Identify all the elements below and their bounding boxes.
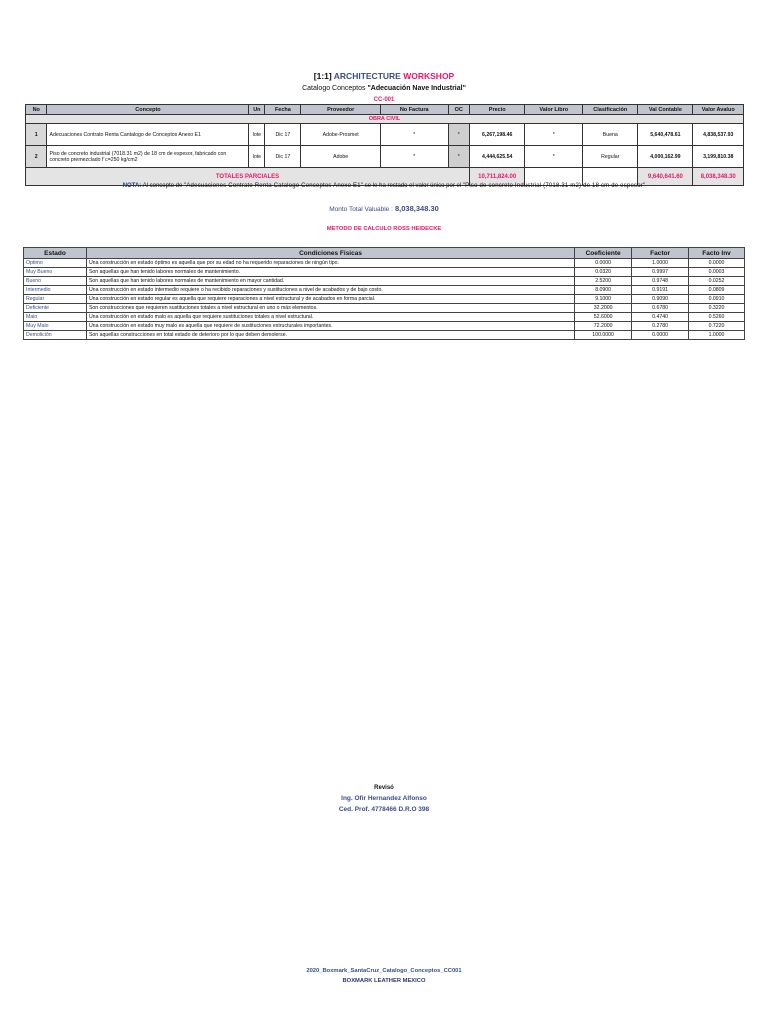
row-factor: 0.9191	[632, 286, 689, 295]
header-no: No	[26, 105, 47, 115]
header-oc: OC	[448, 105, 470, 115]
brand-title	[0, 71, 768, 81]
row-factor: 0.9748	[632, 277, 689, 286]
row-condiciones: Una construcción en estado intermedio requiere o ha recibido reparaciones y sustituciones a nivel de acabados y de bajo costo.	[86, 286, 574, 295]
row-proveedor: Adobe	[301, 146, 380, 168]
row-no: 2	[26, 146, 47, 168]
row-no: 1	[26, 124, 47, 146]
row-val-contable: 5,640,478.61	[638, 124, 693, 146]
header-valor-libro: Valor Libro	[525, 105, 583, 115]
row-coeficiente: 0.0000	[575, 259, 632, 268]
row-factor: 1.0000	[632, 259, 689, 268]
header-proveedor: Proveedor	[301, 105, 380, 115]
row-valor-avaluo: 4,838,537.93	[693, 124, 744, 146]
row-facto-inv: 0.3220	[689, 304, 745, 313]
table-row	[24, 322, 745, 331]
row-factura: *	[380, 146, 448, 168]
row-estado: Malo	[24, 313, 87, 322]
row-coeficiente: 2.5200	[575, 277, 632, 286]
header-condiciones: Condiciones Fisicas	[86, 248, 574, 259]
row-condiciones: Son aquellas que han tenido labores normales de mantenimiento.	[86, 268, 574, 277]
row-coeficiente: 0.0320	[575, 268, 632, 277]
section-title: OBRA CIVIL	[26, 115, 744, 124]
row-estado: Regular	[24, 295, 87, 304]
row-facto-inv: 1.0000	[689, 331, 745, 340]
row-clasificacion: Buena	[583, 124, 638, 146]
catalog-code: CC-001	[373, 97, 395, 103]
header-coeficiente: Coeficiente	[575, 248, 632, 259]
row-factor: 0.4740	[632, 313, 689, 322]
row-facto-inv: 0.5260	[689, 313, 745, 322]
row-oc: *	[448, 146, 470, 168]
header-no-factura: No Factura	[380, 105, 448, 115]
header-factor: Factor	[632, 248, 689, 259]
row-clasificacion: Regular	[583, 146, 638, 168]
total-amount-value: 8,038,348.30	[395, 204, 439, 213]
header-facto-inv: Facto Inv	[689, 248, 745, 259]
row-condiciones: Son construcciones que requieren sustituciones totales a nivel estructural en uno o más elementos.	[86, 304, 574, 313]
row-factor: 0.9090	[632, 295, 689, 304]
table-row	[24, 295, 745, 304]
header-estado: Estado	[24, 248, 87, 259]
row-estado: Muy Bueno	[24, 268, 87, 277]
totals-label: TOTALES PARCIALES	[26, 168, 470, 186]
header-concepto: Concepto	[47, 105, 249, 115]
row-coeficiente: 52.6000	[575, 313, 632, 322]
table-row	[24, 313, 745, 322]
row-factor: 0.6780	[632, 304, 689, 313]
row-valor-libro: *	[525, 146, 583, 168]
reviewer-name: Ing. Ofir Hernandez Alfonso	[341, 795, 427, 802]
table-row	[24, 277, 745, 286]
totals-val-contable: 9,640,641.60	[638, 168, 693, 186]
row-precio: 4,444,625.54	[470, 146, 525, 168]
note-text-1: Al concepto de	[142, 183, 183, 189]
row-factor: 0.2780	[632, 322, 689, 331]
footer-company: BOXMARK LEATHER MEXICO	[342, 978, 426, 984]
ross-heidecke-table	[23, 247, 745, 340]
row-coeficiente: 100.0000	[575, 331, 632, 340]
note-line	[0, 183, 768, 189]
reviewed-label: Revisó	[374, 785, 394, 791]
note-quoted-1: "Adecuaciones Contrato Renta Catalogo Conceptos Anexo E1"	[184, 183, 364, 189]
brand-name-workshop: WORKSHOP	[403, 71, 455, 81]
method-title: METODO DE CALCULO ROSS HEIDECKE	[326, 226, 442, 232]
row-precio: 6,267,198.46	[470, 124, 525, 146]
row-condiciones: Son aquellas que han tenido labores normales de mantenimiento en mayor cantidad.	[86, 277, 574, 286]
row-facto-inv: 0.0910	[689, 295, 745, 304]
brand-prefix: [1:1]	[313, 71, 332, 81]
table-row	[24, 331, 745, 340]
note-quoted-2: "Piso de concreto Industrial (7018.31 m2) de 18 cm de espesor"	[462, 183, 646, 189]
header-valor-avaluo: Valor Avaluo	[693, 105, 744, 115]
footer-filename: 2020_Boxmark_SantaCruz_Catalogo_Conceptos_CC001	[306, 968, 462, 974]
concepts-table	[25, 104, 744, 186]
row-facto-inv: 0.0003	[689, 268, 745, 277]
row-coeficiente: 32.2000	[575, 304, 632, 313]
row-valor-avaluo: 3,199,810.38	[693, 146, 744, 168]
row-condiciones: Son aquellas construcciones en total estado de deterioro por lo que deben demolerse.	[86, 331, 574, 340]
row-facto-inv: 0.0252	[689, 277, 745, 286]
row-un: lote	[249, 124, 265, 146]
subtitle-text: Catalogo Conceptos	[302, 85, 366, 92]
row-fecha: Dic 17	[265, 146, 301, 168]
table-row	[24, 259, 745, 268]
subtitle-quoted: "Adecuación Nave Industrial"	[367, 85, 466, 92]
header-clasificacion: Clasificación	[583, 105, 638, 115]
note-label: NOTA:	[122, 183, 142, 189]
row-facto-inv: 0.7220	[689, 322, 745, 331]
totals-valor-avaluo: 8,038,348.30	[693, 168, 744, 186]
row-oc: *	[448, 124, 470, 146]
row-concepto: Piso de concreto industrial (7018.31 m2) de 18 cm de espesor, fabricado con concreto premezclado f´c=250 kg/cm2	[47, 146, 249, 168]
reviewer-license: Ced. Prof. 4778466 D.R.O 398	[338, 806, 430, 813]
row-estado: Muy Malo	[24, 322, 87, 331]
row-estado: Deficiente	[24, 304, 87, 313]
table-row	[24, 268, 745, 277]
table-row	[26, 124, 744, 146]
row-condiciones: Una construcción en estado óptimo es aquella que por su edad no ha requerido reparaciones de ningún tipo.	[86, 259, 574, 268]
row-condiciones: Una construcción en estado regular es aquella que requiere reparaciones a nivel estructural y de acabados en forma parcial.	[86, 295, 574, 304]
row-factura: *	[380, 124, 448, 146]
header-val-contable: Val Contable	[638, 105, 693, 115]
row-coeficiente: 8.0900	[575, 286, 632, 295]
total-amount-label: Monto Total Valuable :	[329, 206, 393, 213]
note-text-2: se le ha restado el valor único por el	[364, 183, 462, 189]
table-row	[26, 146, 744, 168]
table-row	[24, 286, 745, 295]
row-factor: 0.9997	[632, 268, 689, 277]
total-amount	[0, 204, 768, 213]
row-valor-libro: *	[525, 124, 583, 146]
row-estado: Bueno	[24, 277, 87, 286]
totals-precio: 10,711,824.00	[470, 168, 525, 186]
header-fecha: Fecha	[265, 105, 301, 115]
row-fecha: Dic 17	[265, 124, 301, 146]
row-val-contable: 4,000,162.99	[638, 146, 693, 168]
row-condiciones: Una construcción en estado malo es aquella que requiere sustituciones totales a nivel estructural.	[86, 313, 574, 322]
row-estado: Intermedio	[24, 286, 87, 295]
row-estado: Demolición	[24, 331, 87, 340]
row-condiciones: Una construcción en estado muy malo es aquella que requiere de sustituciones estructurales importantes.	[86, 322, 574, 331]
brand-name-architecture: ARCHITECTURE	[333, 71, 401, 81]
header-precio: Precio	[470, 105, 525, 115]
table-row	[24, 304, 745, 313]
row-un: lote	[249, 146, 265, 168]
document-subtitle	[0, 85, 768, 92]
row-concepto: Adecuaciones Contrato Renta Cantalogo de Conceptos Anexo E1	[47, 124, 249, 146]
header-un: Un	[249, 105, 265, 115]
row-proveedor: Adobe-Prosmet	[301, 124, 380, 146]
row-coeficiente: 72.2000	[575, 322, 632, 331]
row-facto-inv: 0.0000	[689, 259, 745, 268]
row-factor: 0.0000	[632, 331, 689, 340]
row-coeficiente: 9.1000	[575, 295, 632, 304]
row-estado: Optimo	[24, 259, 87, 268]
row-facto-inv: 0.0809	[689, 286, 745, 295]
